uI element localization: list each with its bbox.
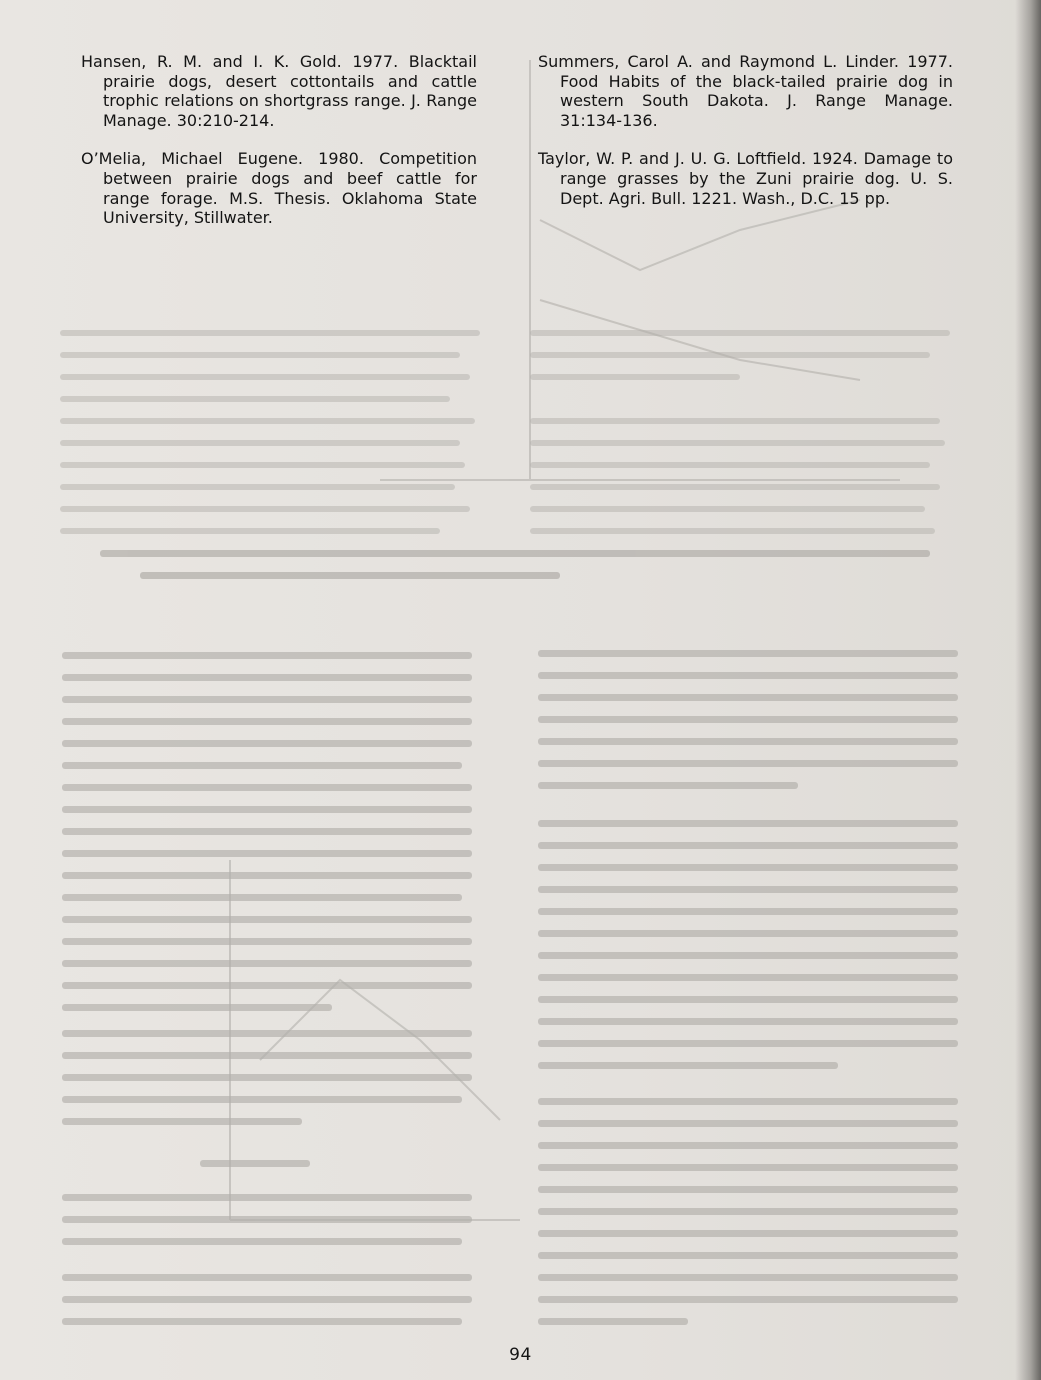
page-number: 94: [509, 1345, 532, 1365]
left-column: [81, 52, 477, 247]
right-column: [538, 52, 953, 227]
reference-entry: Hansen, R. M. and I. K. Gold. 1977. Blacktail prairie dogs, desert cottontails and cattle trophic relations on shortgrass range. J. Range Manage. 30:210-214.: [81, 52, 477, 130]
reference-entry: Summers, Carol A. and Raymond L. Linder. 1977. Food Habits of the black-tailed prairie dog in western South Dakota. J. Range Manage. 31:134-136.: [538, 52, 953, 130]
reference-entry: Taylor, W. P. and J. U. G. Loftfield. 1924. Damage to range grasses by the Zuni prairie dog. U. S. Dept. Agri. Bull. 1221. Wash., D.C. 15 pp.: [538, 149, 953, 208]
binding-shadow: [1015, 0, 1041, 1380]
reference-entry: O’Melia, Michael Eugene. 1980. Competition between prairie dogs and beef cattle for range forage. M.S. Thesis. Oklahoma State University, Stillwater.: [81, 149, 477, 228]
